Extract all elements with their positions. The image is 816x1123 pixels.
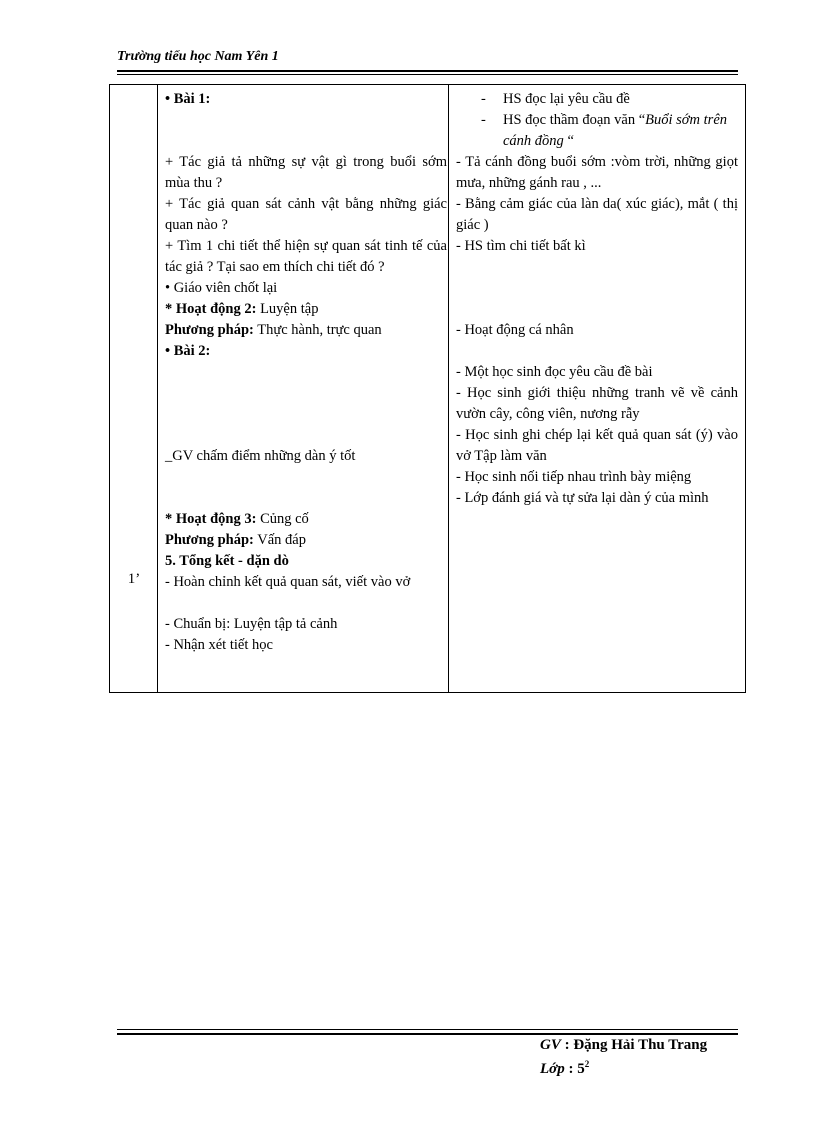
question-2: + Tác giả quan sát cảnh vật bằng những giác quan nào ? <box>165 196 447 233</box>
header-rule-thin <box>117 74 738 75</box>
teacher-name <box>540 1037 707 1054</box>
dash: - <box>481 112 486 128</box>
teacher-conclusion: • Giáo viên chốt lại <box>165 280 278 296</box>
footer-rule-thin <box>117 1029 738 1030</box>
student-item: - HS tìm chi tiết bất kì <box>456 238 586 254</box>
method-3 <box>165 530 447 551</box>
dash: - <box>481 91 486 107</box>
review-item: - Nhận xét tiết học <box>165 637 273 653</box>
student-column <box>456 89 738 509</box>
student-text: HS đọc thầm đoạn văn “ <box>503 112 646 128</box>
method-2-label: Phương pháp: <box>165 322 254 338</box>
activity-3-label: * Hoạt động 3: <box>165 511 257 527</box>
student-item: - Bằng cảm giác của làn da( xúc giác), mắt ( thị giác ) <box>456 196 738 233</box>
bai2-heading: • Bài 2: <box>165 343 211 359</box>
grading-note: _GV chấm điểm những dàn ý tốt <box>165 448 356 464</box>
student-item <box>456 110 738 152</box>
class-value: : 5 <box>564 1061 585 1077</box>
activity-3 <box>165 509 447 530</box>
column-divider <box>448 85 449 692</box>
lesson-table <box>109 84 746 693</box>
teacher-column <box>165 89 447 656</box>
question-1: + Tác giả tả những sự vật gì trong buổi sớm mùa thu ? <box>165 154 447 191</box>
activity-2 <box>165 299 447 320</box>
method-2-text: Thực hành, trực quan <box>253 322 382 338</box>
teacher-label: GV <box>540 1037 561 1053</box>
activity-2-label: * Hoạt động 2: <box>165 301 257 317</box>
student-text: “ <box>563 133 574 149</box>
teacher-value: : Đặng Hải Thu Trang <box>560 1037 708 1053</box>
time-cell: 1’ <box>127 571 141 587</box>
prepare-item: - Chuẩn bị: Luyện tập tả cảnh <box>165 616 338 632</box>
homework-item: - Hoàn chỉnh kết quả quan sát, viết vào vở <box>165 574 411 590</box>
passage-title: Buổi sớm trên cánh đồng <box>503 112 728 149</box>
school-name: Trường tiểu học Nam Yên 1 <box>117 49 279 64</box>
student-item: - Học sinh giới thiệu những tranh vẽ về cảnh vườn cây, công viên, nương rẫy <box>456 385 738 422</box>
student-item: - Lớp đánh giá và tự sửa lại dàn ý của mình <box>456 490 709 506</box>
bai1-heading: • Bài 1: <box>165 91 211 107</box>
class-label: Lớp <box>540 1061 565 1077</box>
student-item: - Một học sinh đọc yêu cầu đề bài <box>456 364 653 380</box>
question-3: + Tìm 1 chi tiết thể hiện sự quan sát tinh tế của tác giả ? Tại sao em thích chi tiết đó ? <box>165 238 447 275</box>
activity-3-text: Củng cố <box>256 511 309 527</box>
student-item: - Học sinh ghi chép lại kết quả quan sát (ý) vào vở Tập làm văn <box>456 427 738 464</box>
method-3-label: Phương pháp: <box>165 532 254 548</box>
footer-rule <box>117 1033 738 1035</box>
student-item <box>456 89 738 110</box>
student-item: - Học sinh nối tiếp nhau trình bày miệng <box>456 469 692 485</box>
column-divider <box>157 85 158 692</box>
header-rule <box>117 70 738 72</box>
method-3-text: Vấn đáp <box>253 532 306 548</box>
class-name <box>540 1059 589 1078</box>
student-item: - Hoạt động cá nhân <box>456 322 574 338</box>
activity-2-text: Luyện tập <box>256 301 319 317</box>
student-item: - Tả cánh đồng buổi sớm :vòm trời, những giọt mưa, những gánh rau , ... <box>456 154 738 191</box>
student-text: HS đọc lại yêu cầu đề <box>503 91 630 107</box>
summary-heading: 5. Tổng kết - dặn dò <box>165 553 289 569</box>
method-2 <box>165 320 447 341</box>
class-superscript: 2 <box>584 1059 590 1069</box>
